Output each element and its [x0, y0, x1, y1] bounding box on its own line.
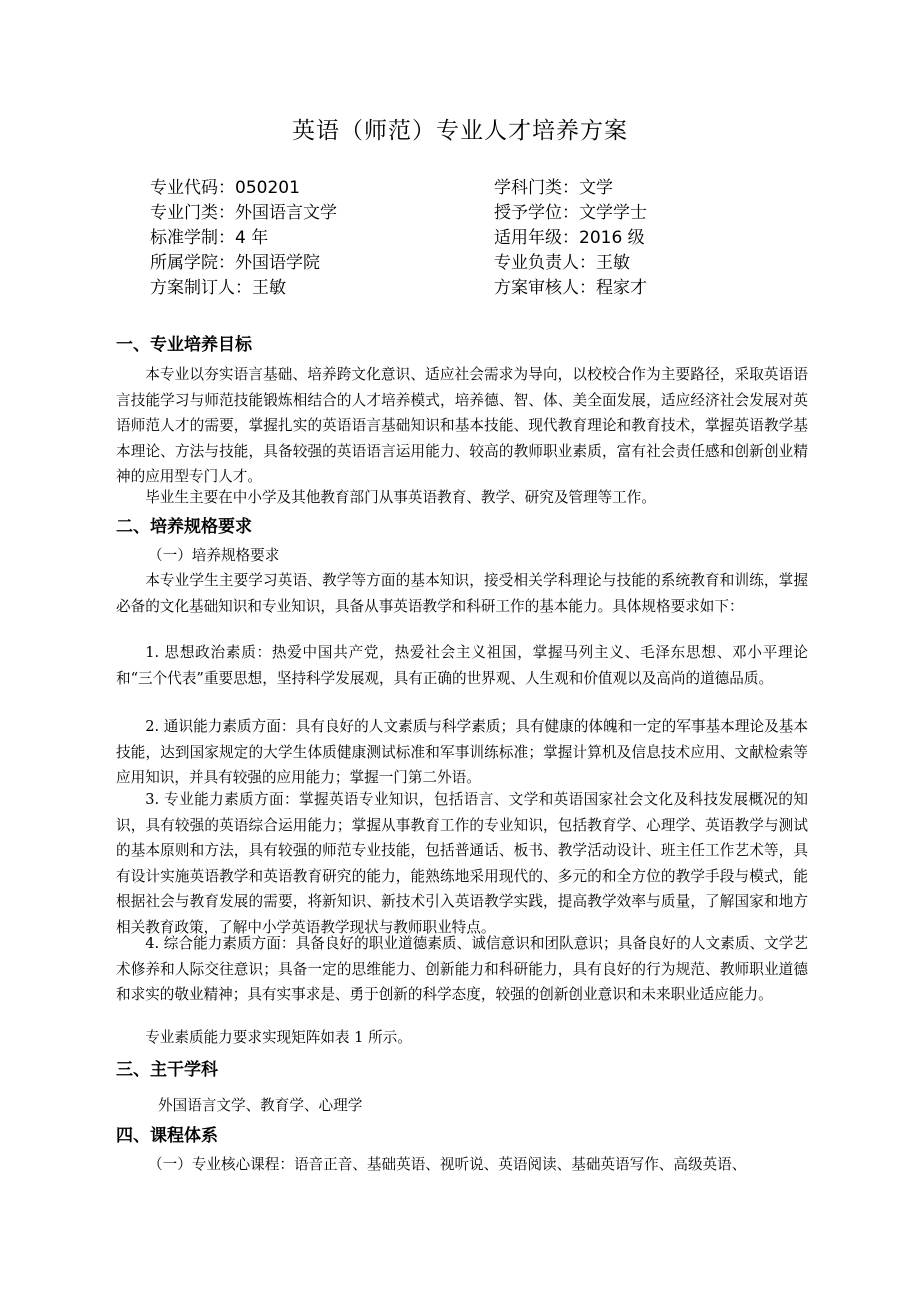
page-title: 英语（师范）专业人才培养方案 — [292, 118, 628, 144]
subheading-requirements: （一）培养规格要求 — [148, 547, 280, 564]
meta-degree: 授予学位：文学学士 — [494, 203, 647, 223]
meta-grade: 适用年级：2016 级 — [494, 228, 645, 248]
meta-major-code: 专业代码：050201 — [150, 178, 300, 198]
paragraph-matrix-note: 专业素质能力要求实现矩阵如表 1 所示。 — [145, 1029, 412, 1046]
section-heading-curriculum: 四、课程体系 — [116, 1126, 218, 1146]
meta-major-category: 专业门类：外国语言文学 — [150, 203, 337, 223]
meta-left-column — [150, 176, 337, 301]
meta-author: 方案制订人：王敏 — [150, 278, 286, 298]
meta-discipline: 学科门类：文学 — [494, 178, 613, 198]
paragraph-requirements-intro: 本专业学生主要学习英语、教学等方面的基本知识，接受相关学科理论与技能的系统教育和训练，掌握必备的文化基础知识和专业知识，具备从事英语教学和科研工作的基本能力。具体规格要求如下： — [116, 572, 808, 615]
meta-leader: 专业负责人：王敏 — [494, 253, 630, 273]
meta-duration: 标准学制：4 年 — [150, 228, 269, 248]
requirement-item-4: 4. 综合能力素质方面：具备良好的职业道德素质、诚信意识和团队意识；具备良好的人文素质、文学艺术修养和人际交往意识；具备一定的思维能力、创新能力和科研能力，具有良好的行为规范、教师职业道德和求实的敬业精神；具有实事求是、勇于创新的科学态度，较强的创新创业意识和未来职业适应能力。 — [116, 935, 808, 1004]
paragraph-disciplines: 外国语言文学、教育学、心理学 — [158, 1097, 363, 1114]
paragraph-employment: 毕业生主要在中小学及其他教育部门从事英语教育、教学、研究及管理等工作。 — [145, 489, 656, 506]
meta-right-column — [494, 176, 647, 301]
paragraph-core-courses: （一）专业核心课程：语音正音、基础英语、视听说、英语阅读、基础英语写作、高级英语、 — [148, 1156, 747, 1173]
section-heading-objectives: 一、专业培养目标 — [116, 335, 252, 355]
requirement-item-2: 2. 通识能力素质方面：具有良好的人文素质与科学素质；具有健康的体魄和一定的军事基本理论及基本技能，达到国家规定的大学生体质健康测试标准和军事训练标准；掌握计算机及信息技术应用、文献检索等应用知识，并具有较强的应用能力；掌握一门第二外语。 — [116, 718, 808, 787]
requirement-item-1: 1. 思想政治素质：热爱中国共产党，热爱社会主义祖国，掌握马列主义、毛泽东思想、邓小平理论和“三个代表”重要思想，坚持科学发展观，具有正确的世界观、人生观和价值观以及高尚的道德品质。 — [116, 644, 808, 687]
section-heading-disciplines: 三、主干学科 — [116, 1060, 218, 1080]
section-heading-requirements: 二、培养规格要求 — [116, 517, 252, 537]
meta-reviewer: 方案审核人：程家才 — [494, 278, 647, 298]
meta-college: 所属学院：外国语学院 — [150, 253, 320, 273]
requirement-item-3: 3. 专业能力素质方面：掌握英语专业知识，包括语言、文学和英语国家社会文化及科技发展概况的知识，具有较强的英语综合运用能力；掌握从事教育工作的专业知识，包括教育学、心理学、英语教学与测试的基本原则和方法，具有较强的师范专业技能，包括普通话、板书、教学活动设计、班主任工作艺术等，具有设计实施英语教学和英语教育研究的能力，能熟练地采用现代的、多元的和全方位的教学手段与模式，能根据社会与教育发展的需要，将新知识、新技术引入英语教学实践，提高教学效率与质量，了解国家和地方相关教育政策，了解中小学英语教学现状与教师职业特点。 — [116, 791, 808, 936]
paragraph-objectives: 本专业以夯实语言基础、培养跨文化意识、适应社会需求为导向，以校校合作为主要路径，采取英语语言技能学习与师范技能锻炼相结合的人才培养模式，培养德、智、体、美全面发展，适应经济社会发展对英语师范人才的需要，掌握扎实的英语语言基础知识和基本技能、现代教育理论和教育技术，掌握英语教学基本理论、方法与技能，具备较强的英语语言运用能力、较高的教师职业素质，富有社会责任感和创新创业精神的应用型专门人才。 — [116, 366, 808, 486]
